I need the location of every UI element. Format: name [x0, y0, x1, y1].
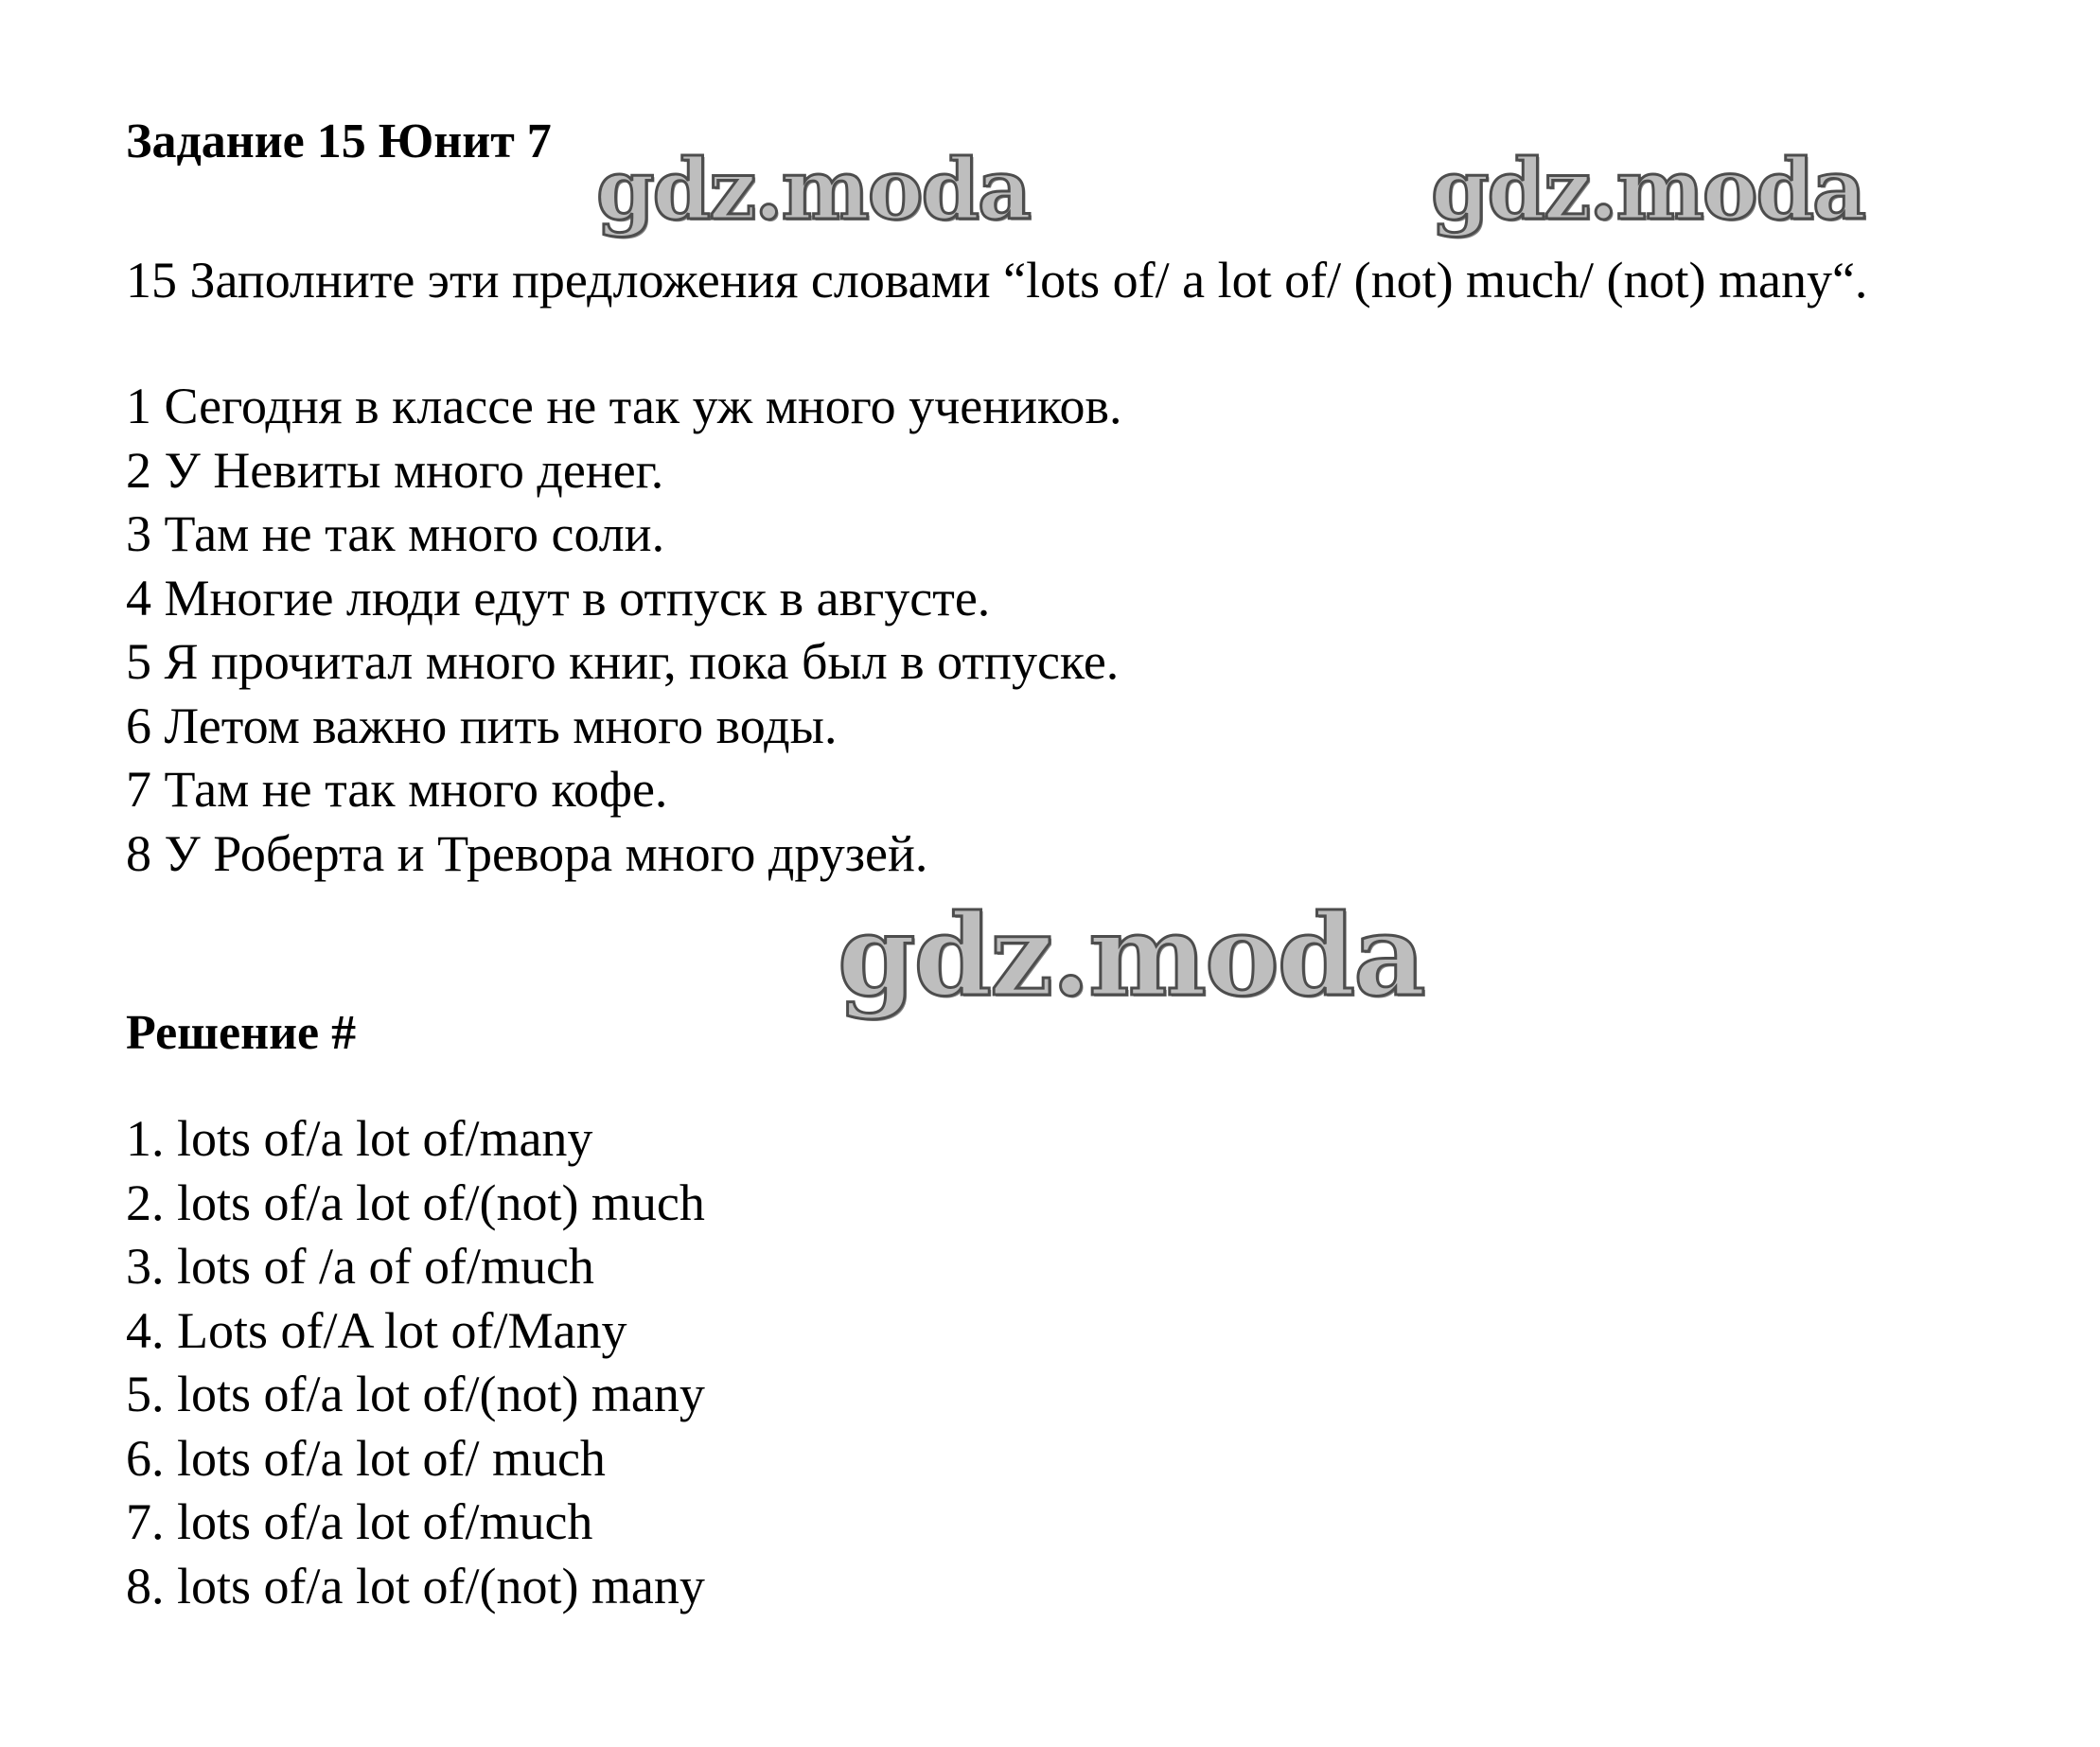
task-title: Задание 15 Юнит 7 — [126, 115, 552, 168]
task-sentence: 1 Сегодня в классе не так уж много учеников. — [126, 378, 1122, 434]
answer-item: 2. lots of/a lot of/(not) much — [126, 1173, 705, 1231]
watermark-logo: gdz.moda — [838, 890, 1424, 1021]
answer-item: 1. lots of/a lot of/many — [126, 1110, 593, 1167]
answer-item: 5. lots of/a lot of/(not) many — [126, 1366, 705, 1422]
answers-list — [126, 1107, 705, 1618]
task-sentence: 6 Летом важно пить много воды. — [126, 697, 838, 754]
task-sentence: 5 Я прочитал много книг, пока был в отпуске. — [126, 633, 1120, 690]
answer-item: 7. lots of/a lot of/much — [126, 1493, 593, 1550]
answer-item: 3. lots of /a of of/much — [126, 1238, 594, 1295]
answer-item: 4. Lots of/A lot of/Many — [126, 1301, 627, 1359]
watermark-logo: gdz.moda — [596, 140, 1031, 238]
task-sentence: 3 Там не так много соли. — [126, 505, 665, 562]
task-sentence: 7 Там не так много кофе. — [126, 761, 668, 818]
watermark-logo: gdz.moda — [1431, 140, 1865, 238]
task-sentence: 2 У Невиты много денег. — [126, 441, 664, 499]
task-sentence: 8 У Роберта и Тревора много друзей. — [126, 824, 928, 882]
answer-item: 8. lots of/a lot of/(not) many — [126, 1557, 705, 1615]
task-sentence: 4 Многие люди едут в отпуск в августе. — [126, 569, 991, 626]
task-instructions: 15 Заполните эти предложения словами “lots of/ a lot of/ (not) much/ (not) many“. — [126, 252, 1868, 309]
answer-item: 6. lots of/a lot of/ much — [126, 1429, 606, 1487]
task-sentences-list — [126, 375, 1122, 886]
solution-heading: Решение # — [126, 1006, 357, 1060]
